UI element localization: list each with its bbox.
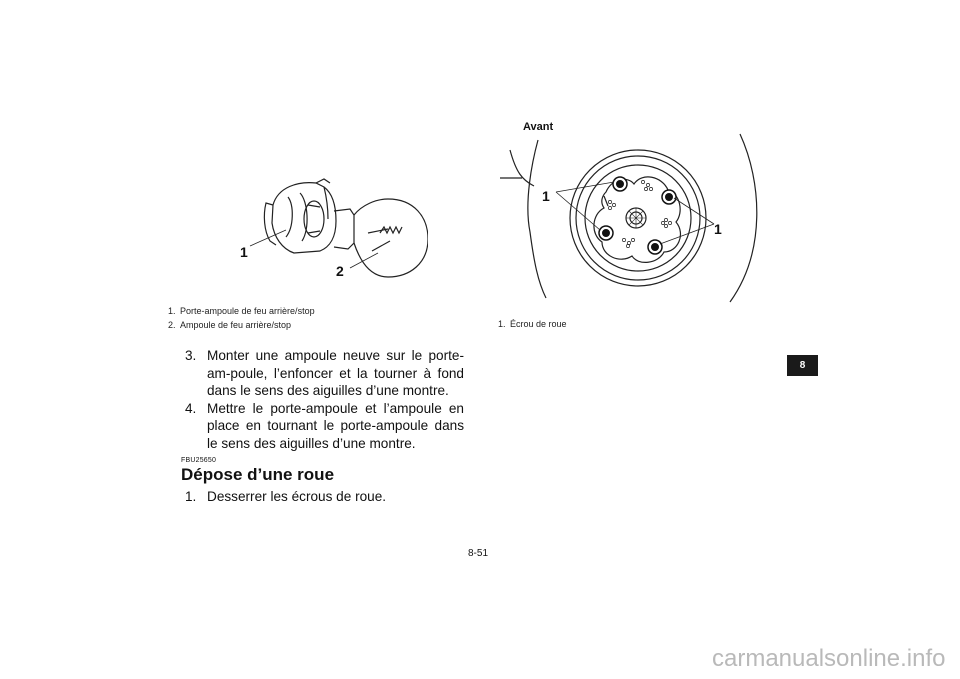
caption-item: 2. Ampoule de feu arrière/stop (168, 320, 292, 330)
caption-item: 1. Porte-ampoule de feu arrière/stop (168, 306, 315, 316)
page-number: 8-51 (468, 548, 489, 559)
caption-item: 1. Écrou de roue (498, 319, 567, 329)
step-item: 3. Monter une ampoule neuve sur le porte-am-poule, l’enfoncer et la tourner à fond dans le sens des aiguilles d’une montre. (185, 348, 464, 398)
wheel-illustration (500, 132, 770, 304)
chapter-tab: 8 (787, 355, 818, 376)
section-steps (181, 488, 464, 506)
figure2-captions (498, 317, 567, 331)
callout-2: 2 (336, 263, 344, 279)
callout-1-left: 1 (542, 188, 550, 204)
step-item: 4. Mettre le porte-ampoule et l’ampoule en place en tournant le porte-ampoule dans le sens des aiguilles d’une montre. (185, 400, 464, 451)
instruction-steps (181, 347, 464, 452)
front-label: Avant (523, 121, 554, 133)
figure1-captions (168, 304, 315, 332)
bulb-holder-illustration (228, 175, 428, 290)
section-title: Dépose d’une roue (181, 465, 335, 484)
watermark-text: carmanualsonline.info (712, 645, 946, 672)
callout-1-right: 1 (714, 221, 722, 237)
section-code: FBU25650 (181, 457, 217, 464)
step-item: 1. Desserrer les écrous de roue. (185, 489, 387, 504)
callout-1: 1 (240, 244, 248, 260)
